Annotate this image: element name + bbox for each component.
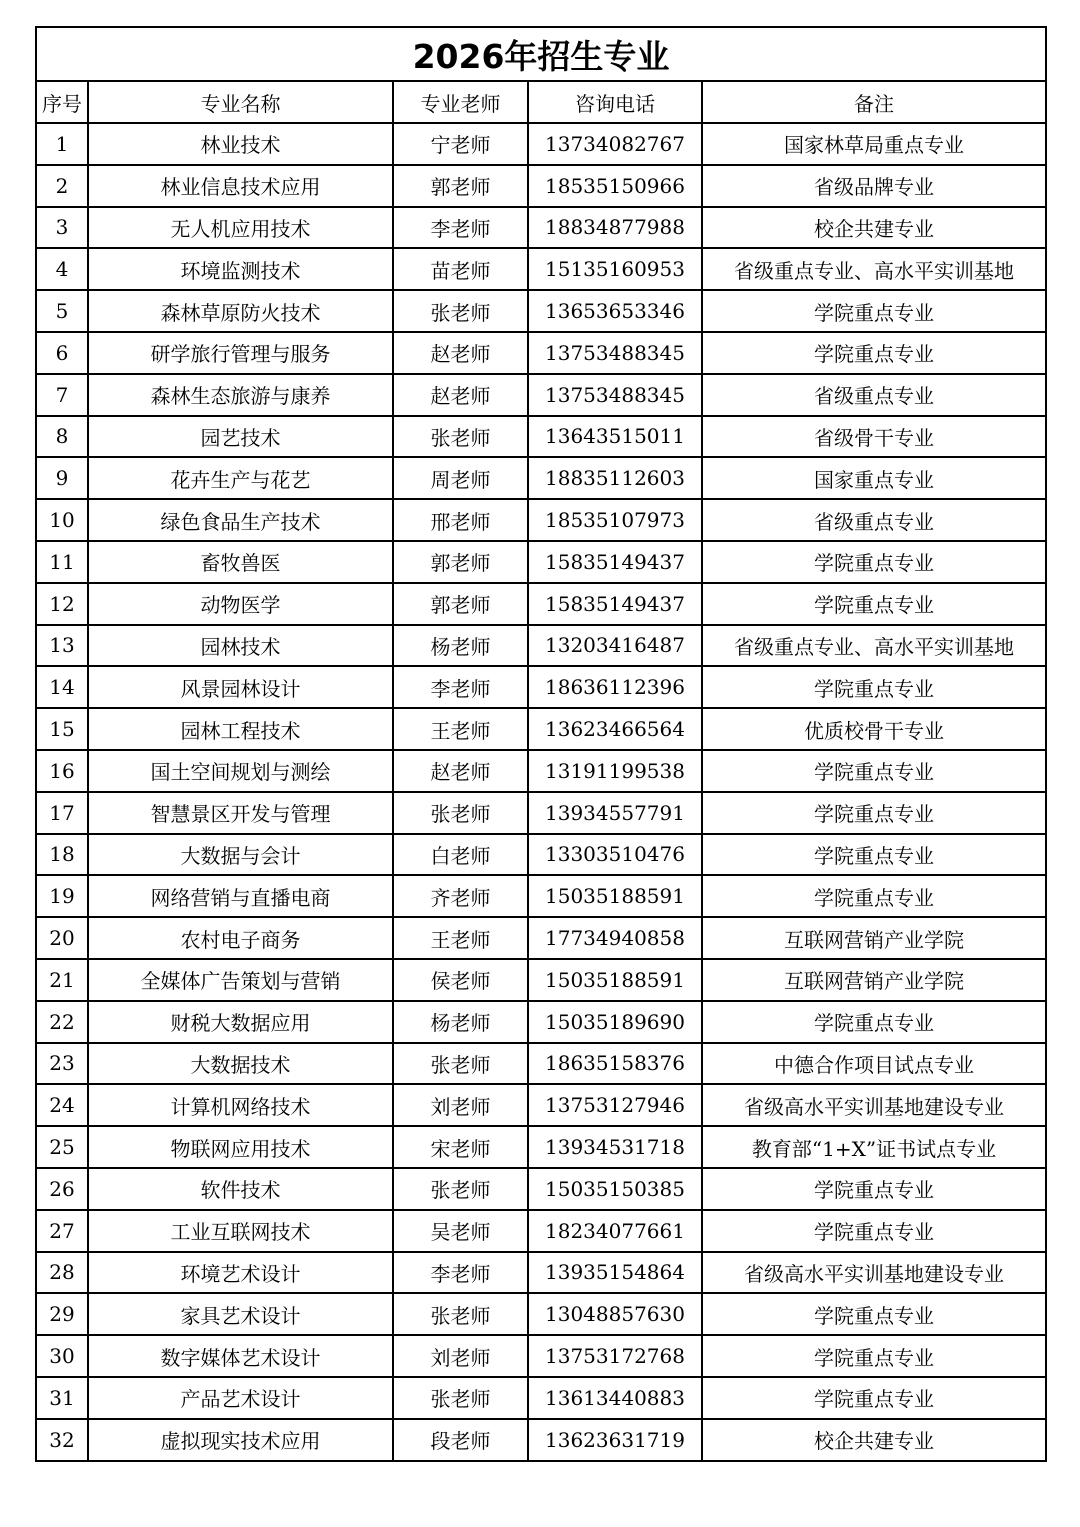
major-name: 家具艺术设计 [88, 1293, 393, 1335]
teacher-name: 王老师 [393, 917, 528, 959]
teacher-name: 苗老师 [393, 248, 528, 290]
major-name: 园艺技术 [88, 416, 393, 458]
phone-number: 18834877988 [528, 207, 702, 249]
teacher-name: 张老师 [393, 1168, 528, 1210]
phone-number: 15035189690 [528, 1001, 702, 1043]
teacher-name: 赵老师 [393, 750, 528, 792]
title-row [36, 27, 1046, 81]
major-name: 绿色食品生产技术 [88, 499, 393, 541]
row-number: 6 [36, 332, 88, 374]
major-name: 全媒体广告策划与营销 [88, 959, 393, 1001]
row-number: 19 [36, 875, 88, 917]
row-number: 4 [36, 248, 88, 290]
phone-number: 15035150385 [528, 1168, 702, 1210]
major-name: 花卉生产与花艺 [88, 457, 393, 499]
major-name: 园林工程技术 [88, 708, 393, 750]
major-name: 工业互联网技术 [88, 1210, 393, 1252]
table-row [36, 792, 1046, 834]
enrollment-majors-table [35, 26, 1047, 1462]
header-phone: 咨询电话 [528, 81, 702, 123]
table-row [36, 1168, 1046, 1210]
row-number: 23 [36, 1043, 88, 1085]
phone-number: 13191199538 [528, 750, 702, 792]
teacher-name: 赵老师 [393, 374, 528, 416]
remark: 学院重点专业 [702, 1210, 1046, 1252]
remark: 校企共建专业 [702, 207, 1046, 249]
teacher-name: 段老师 [393, 1419, 528, 1461]
major-name: 大数据技术 [88, 1043, 393, 1085]
remark: 学院重点专业 [702, 1168, 1046, 1210]
remark: 国家重点专业 [702, 457, 1046, 499]
major-name: 畜牧兽医 [88, 541, 393, 583]
phone-number: 13734082767 [528, 123, 702, 165]
row-number: 18 [36, 834, 88, 876]
table-row [36, 959, 1046, 1001]
teacher-name: 张老师 [393, 1043, 528, 1085]
table-row [36, 123, 1046, 165]
header-no: 序号 [36, 81, 88, 123]
row-number: 9 [36, 457, 88, 499]
phone-number: 18635158376 [528, 1043, 702, 1085]
remark: 学院重点专业 [702, 792, 1046, 834]
major-name: 林业技术 [88, 123, 393, 165]
phone-number: 13753488345 [528, 374, 702, 416]
remark: 省级重点专业、高水平实训基地 [702, 625, 1046, 667]
remark: 校企共建专业 [702, 1419, 1046, 1461]
table-row [36, 541, 1046, 583]
table-row [36, 1293, 1046, 1335]
row-number: 15 [36, 708, 88, 750]
remark: 省级重点专业 [702, 499, 1046, 541]
teacher-name: 杨老师 [393, 1001, 528, 1043]
remark: 省级重点专业 [702, 374, 1046, 416]
remark: 教育部“1+X”证书试点专业 [702, 1126, 1046, 1168]
phone-number: 13303510476 [528, 834, 702, 876]
phone-number: 15135160953 [528, 248, 702, 290]
teacher-name: 侯老师 [393, 959, 528, 1001]
major-name: 虚拟现实技术应用 [88, 1419, 393, 1461]
row-number: 25 [36, 1126, 88, 1168]
table-body [36, 123, 1046, 1461]
major-name: 物联网应用技术 [88, 1126, 393, 1168]
teacher-name: 周老师 [393, 457, 528, 499]
teacher-name: 李老师 [393, 1252, 528, 1294]
row-number: 28 [36, 1252, 88, 1294]
table-row [36, 1252, 1046, 1294]
major-name: 风景园林设计 [88, 666, 393, 708]
table-row [36, 457, 1046, 499]
table-row [36, 917, 1046, 959]
phone-number: 17734940858 [528, 917, 702, 959]
major-name: 无人机应用技术 [88, 207, 393, 249]
header-major: 专业名称 [88, 81, 393, 123]
table-row [36, 332, 1046, 374]
table-row [36, 625, 1046, 667]
remark: 学院重点专业 [702, 1377, 1046, 1419]
row-number: 11 [36, 541, 88, 583]
row-number: 1 [36, 123, 88, 165]
teacher-name: 李老师 [393, 666, 528, 708]
remark: 学院重点专业 [702, 666, 1046, 708]
remark: 学院重点专业 [702, 834, 1046, 876]
major-name: 大数据与会计 [88, 834, 393, 876]
remark: 学院重点专业 [702, 875, 1046, 917]
phone-number: 13753127946 [528, 1084, 702, 1126]
phone-number: 13753172768 [528, 1335, 702, 1377]
row-number: 22 [36, 1001, 88, 1043]
phone-number: 13753488345 [528, 332, 702, 374]
major-name: 财税大数据应用 [88, 1001, 393, 1043]
teacher-name: 宁老师 [393, 123, 528, 165]
remark: 省级高水平实训基地建设专业 [702, 1084, 1046, 1126]
page-title: 2026年招生专业 [36, 27, 1046, 81]
major-name: 产品艺术设计 [88, 1377, 393, 1419]
row-number: 14 [36, 666, 88, 708]
table-row [36, 290, 1046, 332]
major-name: 软件技术 [88, 1168, 393, 1210]
major-name: 环境监测技术 [88, 248, 393, 290]
table-row [36, 1419, 1046, 1461]
phone-number: 18234077661 [528, 1210, 702, 1252]
major-name: 农村电子商务 [88, 917, 393, 959]
table-row [36, 1335, 1046, 1377]
table-row [36, 750, 1046, 792]
table-row [36, 248, 1046, 290]
table-row [36, 1377, 1046, 1419]
remark: 学院重点专业 [702, 1335, 1046, 1377]
table-row [36, 1001, 1046, 1043]
phone-number: 13613440883 [528, 1377, 702, 1419]
major-name: 数字媒体艺术设计 [88, 1335, 393, 1377]
major-name: 国土空间规划与测绘 [88, 750, 393, 792]
phone-number: 13203416487 [528, 625, 702, 667]
table-row [36, 499, 1046, 541]
remark: 学院重点专业 [702, 1001, 1046, 1043]
teacher-name: 郭老师 [393, 541, 528, 583]
teacher-name: 张老师 [393, 290, 528, 332]
remark: 优质校骨干专业 [702, 708, 1046, 750]
teacher-name: 张老师 [393, 792, 528, 834]
teacher-name: 刘老师 [393, 1084, 528, 1126]
row-number: 2 [36, 165, 88, 207]
phone-number: 18636112396 [528, 666, 702, 708]
table-row [36, 165, 1046, 207]
teacher-name: 杨老师 [393, 625, 528, 667]
header-teacher: 专业老师 [393, 81, 528, 123]
phone-number: 13935154864 [528, 1252, 702, 1294]
row-number: 8 [36, 416, 88, 458]
row-number: 10 [36, 499, 88, 541]
phone-number: 18535150966 [528, 165, 702, 207]
teacher-name: 宋老师 [393, 1126, 528, 1168]
remark: 学院重点专业 [702, 750, 1046, 792]
table-row [36, 374, 1046, 416]
major-name: 智慧景区开发与管理 [88, 792, 393, 834]
remark: 省级品牌专业 [702, 165, 1046, 207]
phone-number: 15035188591 [528, 959, 702, 1001]
header-note: 备注 [702, 81, 1046, 123]
row-number: 26 [36, 1168, 88, 1210]
major-name: 环境艺术设计 [88, 1252, 393, 1294]
major-name: 林业信息技术应用 [88, 165, 393, 207]
remark: 中德合作项目试点专业 [702, 1043, 1046, 1085]
row-number: 5 [36, 290, 88, 332]
teacher-name: 李老师 [393, 207, 528, 249]
row-number: 32 [36, 1419, 88, 1461]
teacher-name: 齐老师 [393, 875, 528, 917]
remark: 学院重点专业 [702, 1293, 1046, 1335]
teacher-name: 郭老师 [393, 583, 528, 625]
teacher-name: 刘老师 [393, 1335, 528, 1377]
remark: 学院重点专业 [702, 290, 1046, 332]
row-number: 17 [36, 792, 88, 834]
phone-number: 13623631719 [528, 1419, 702, 1461]
row-number: 3 [36, 207, 88, 249]
teacher-name: 白老师 [393, 834, 528, 876]
phone-number: 13934531718 [528, 1126, 702, 1168]
table-row [36, 1210, 1046, 1252]
teacher-name: 邢老师 [393, 499, 528, 541]
major-name: 动物医学 [88, 583, 393, 625]
major-name: 计算机网络技术 [88, 1084, 393, 1126]
remark: 学院重点专业 [702, 541, 1046, 583]
row-number: 30 [36, 1335, 88, 1377]
row-number: 27 [36, 1210, 88, 1252]
table-row [36, 1043, 1046, 1085]
teacher-name: 王老师 [393, 708, 528, 750]
major-name: 研学旅行管理与服务 [88, 332, 393, 374]
remark: 省级高水平实训基地建设专业 [702, 1252, 1046, 1294]
row-number: 31 [36, 1377, 88, 1419]
row-number: 7 [36, 374, 88, 416]
major-name: 园林技术 [88, 625, 393, 667]
teacher-name: 张老师 [393, 1293, 528, 1335]
teacher-name: 吴老师 [393, 1210, 528, 1252]
phone-number: 13048857630 [528, 1293, 702, 1335]
row-number: 16 [36, 750, 88, 792]
remark: 国家林草局重点专业 [702, 123, 1046, 165]
row-number: 24 [36, 1084, 88, 1126]
remark: 学院重点专业 [702, 332, 1046, 374]
table-row [36, 416, 1046, 458]
remark: 互联网营销产业学院 [702, 959, 1046, 1001]
row-number: 12 [36, 583, 88, 625]
phone-number: 13653653346 [528, 290, 702, 332]
table-row [36, 834, 1046, 876]
table-row [36, 583, 1046, 625]
table-row [36, 875, 1046, 917]
phone-number: 18535107973 [528, 499, 702, 541]
row-number: 29 [36, 1293, 88, 1335]
major-name: 森林草原防火技术 [88, 290, 393, 332]
row-number: 21 [36, 959, 88, 1001]
remark: 省级骨干专业 [702, 416, 1046, 458]
phone-number: 15835149437 [528, 541, 702, 583]
table-row [36, 207, 1046, 249]
remark: 互联网营销产业学院 [702, 917, 1046, 959]
remark: 省级重点专业、高水平实训基地 [702, 248, 1046, 290]
remark: 学院重点专业 [702, 583, 1046, 625]
major-name: 森林生态旅游与康养 [88, 374, 393, 416]
phone-number: 13623466564 [528, 708, 702, 750]
teacher-name: 郭老师 [393, 165, 528, 207]
phone-number: 18835112603 [528, 457, 702, 499]
row-number: 13 [36, 625, 88, 667]
table-row [36, 1084, 1046, 1126]
table-row [36, 666, 1046, 708]
phone-number: 13934557791 [528, 792, 702, 834]
table-row [36, 708, 1046, 750]
teacher-name: 张老师 [393, 416, 528, 458]
table-row [36, 1126, 1046, 1168]
phone-number: 15835149437 [528, 583, 702, 625]
phone-number: 15035188591 [528, 875, 702, 917]
teacher-name: 张老师 [393, 1377, 528, 1419]
phone-number: 13643515011 [528, 416, 702, 458]
row-number: 20 [36, 917, 88, 959]
major-name: 网络营销与直播电商 [88, 875, 393, 917]
teacher-name: 赵老师 [393, 332, 528, 374]
header-row [36, 81, 1046, 123]
